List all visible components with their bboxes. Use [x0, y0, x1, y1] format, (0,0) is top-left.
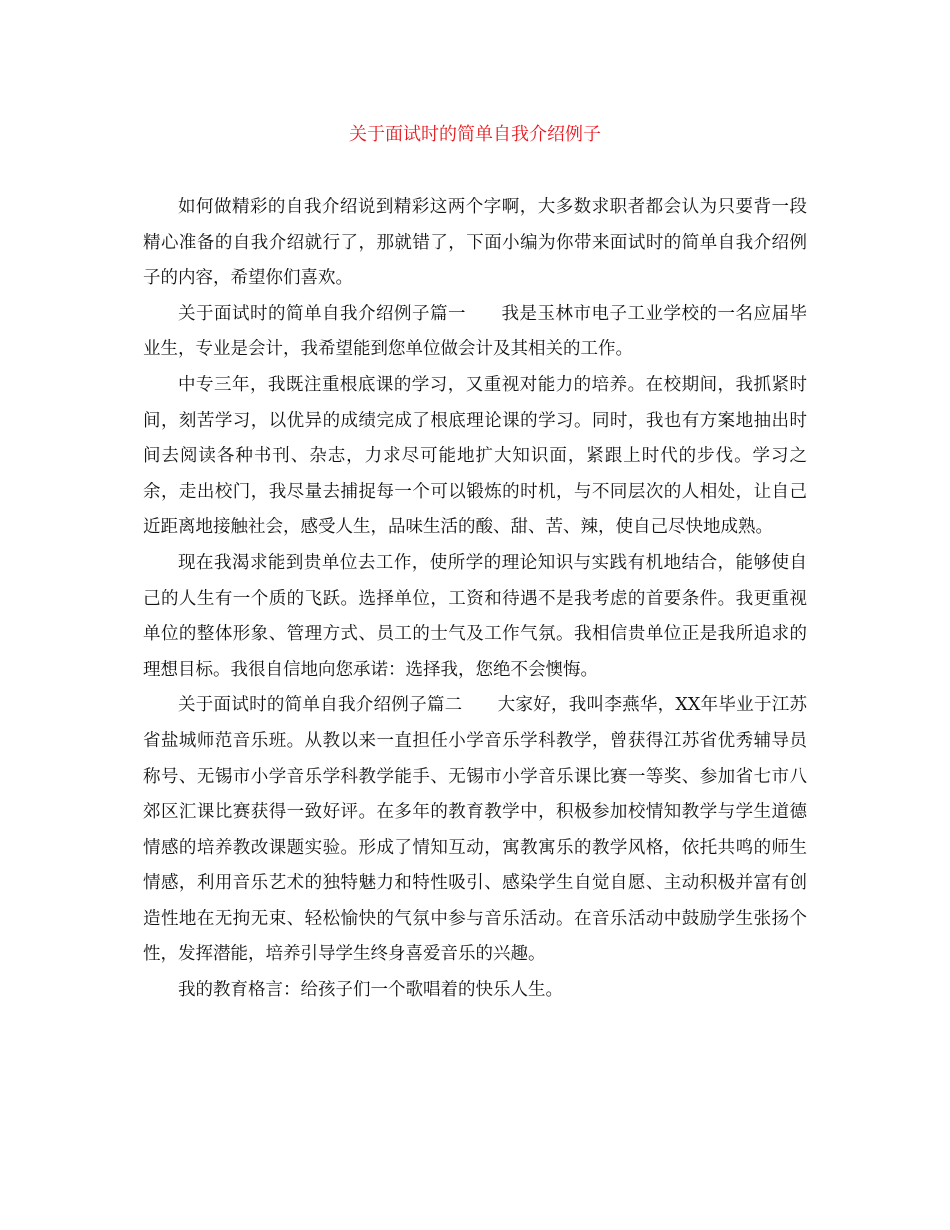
paragraph-motto	[143, 973, 807, 1009]
sample-two-text: 大家好，我叫李燕华，XX年毕业于江苏省盐城师范音乐班。从教以来一直担任小学音乐学科教学，曾获得江苏省优秀辅导员称号、无锡市小学音乐学科教学能手、无锡市小学音乐课比赛一等奖、参加省七市八郊区汇课比赛获得一致好评。在多年的教育教学中，积极参加校情知教学与学生道德情感的培养教改课题实验。形成了情知互动，寓教寓乐的教学风格，依托共鸣的师生情感，利用音乐艺术的独特魅力和特性吸引、感染学生自觉自愿、主动积极并富有创造性地在无拘无束、轻松愉快的气氛中参与音乐活动。在音乐活动中鼓励学生张扬个性，发挥潜能，培养引导学生终身喜爱音乐的兴趣。	[143, 695, 807, 965]
document-body	[143, 190, 807, 1009]
document-title: 关于面试时的简单自我介绍例子	[349, 124, 601, 145]
paragraph-aspiration-text: 现在我渴求能到贵单位去工作，使所学的理论知识与实践有机地结合，能够使自己的人生有一个质的飞跃。选择单位，工资和待遇不是我考虑的首要条件。我更重视单位的整体形象、管理方式、员工的士气及工作气氛。我相信贵单位正是我所追求的理想目标。我很自信地向您承诺：选择我，您绝不会懊悔。	[143, 552, 807, 680]
paragraph-study	[143, 368, 807, 546]
paragraph-intro-text: 如何做精彩的自我介绍说到精彩这两个字啊，大多数求职者都会认为只要背一段精心准备的自我介绍就行了，那就错了，下面小编为你带来面试时的简单自我介绍例子的内容，希望你们喜欢。	[143, 197, 807, 289]
paragraph-sample-two	[143, 688, 807, 973]
sample-one-text: 我是玉林市电子工业学校的一名应届毕业生，专业是会计，我希望能到您单位做会计及其相关的工作。	[143, 303, 807, 360]
paragraph-study-text: 中专三年，我既注重根底课的学习，又重视对能力的培养。在校期间，我抓紧时间，刻苦学习，以优异的成绩完成了根底理论课的学习。同时，我也有方案地抽出时间去阅读各种书刊、杂志，力求尽可能地扩大知识面，紧跟上时代的步伐。学习之余，走出校门，我尽量去捕捉每一个可以锻炼的时机，与不同层次的人相处，让自己近距离地接触社会，感受人生，品味生活的酸、甜、苦、辣，使自己尽快地成熟。	[143, 374, 807, 538]
paragraph-motto-text: 我的教育格言：给孩子们一个歌唱着的快乐人生。	[178, 980, 563, 1001]
sample-one-heading: 关于面试时的简单自我介绍例子篇一	[178, 303, 466, 324]
sample-two-heading: 关于面试时的简单自我介绍例子篇二	[178, 695, 463, 716]
paragraph-sample-one	[143, 297, 807, 368]
paragraph-aspiration	[143, 546, 807, 688]
paragraph-intro	[143, 190, 807, 297]
